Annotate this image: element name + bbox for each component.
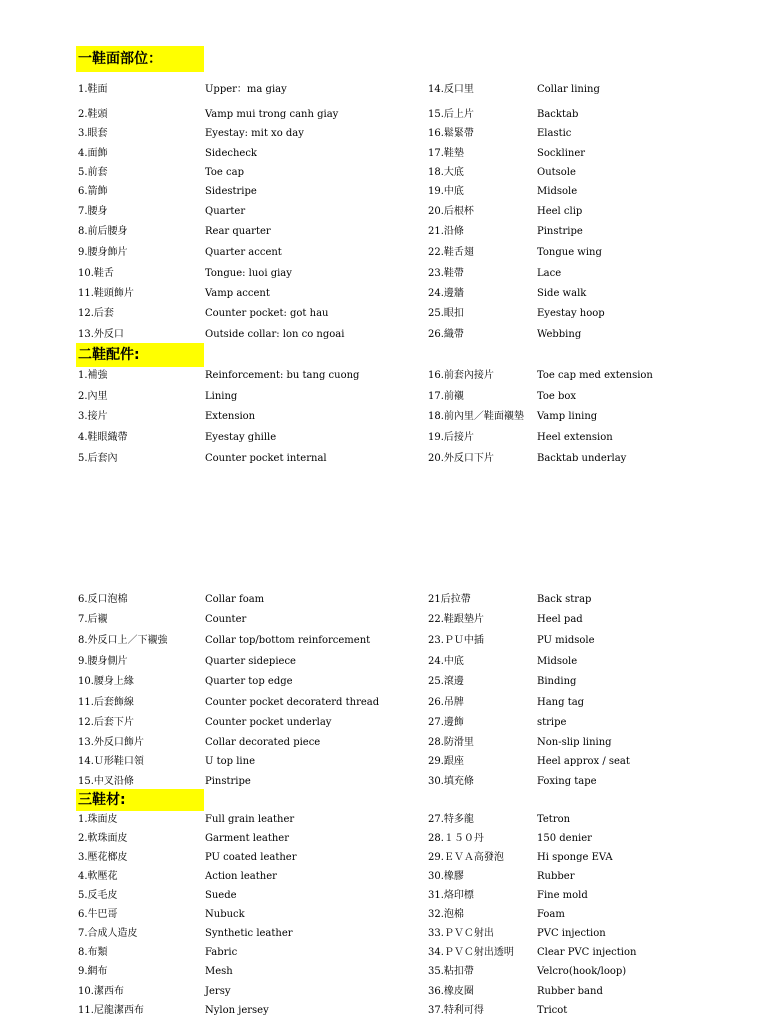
english-term: Collar decorated piece (205, 737, 321, 748)
table-row (0, 265, 768, 283)
table-row (0, 868, 768, 886)
table-row (0, 611, 768, 629)
chinese-term: 21后拉帶 (428, 594, 471, 605)
chinese-term: 21.沿條 (428, 226, 464, 237)
chinese-term: 1.補強 (78, 370, 108, 381)
chinese-term: 18.大底 (428, 167, 464, 178)
table-row (0, 830, 768, 848)
chinese-term: 11.尼龍潔西布 (78, 1005, 144, 1016)
english-term: Backtab underlay (537, 453, 627, 464)
table-row (0, 106, 768, 124)
english-term: Back strap (537, 594, 592, 605)
english-term: Counter pocket: got hau (205, 308, 329, 319)
chinese-term: 9.網布 (78, 966, 108, 977)
chinese-term: 26.吊牌 (428, 697, 464, 708)
chinese-term: 20.外反口下片 (428, 453, 494, 464)
table-row (0, 81, 768, 99)
table-row (0, 887, 768, 905)
english-term: Toe cap med extension (537, 370, 653, 381)
english-term: Eyestay: mit xo day (205, 128, 304, 139)
chinese-term: 1.珠面皮 (78, 814, 118, 825)
english-term: Counter pocket underlay (205, 717, 332, 728)
english-term: Heel extension (537, 432, 613, 443)
table-row (0, 388, 768, 406)
chinese-term: 9.腰身飾片 (78, 247, 128, 258)
english-term: Quarter top edge (205, 676, 293, 687)
chinese-term: 24.中底 (428, 656, 464, 667)
english-term: Counter pocket decoraterd thread (205, 697, 380, 708)
chinese-term: 23.ＰＵ中插 (428, 635, 484, 646)
chinese-term: 12.后套 (78, 308, 114, 319)
english-term: Pinstripe (205, 776, 251, 787)
english-term: Tongue: luoi giay (205, 268, 292, 279)
table-row (0, 408, 768, 426)
chinese-term: 8.布類 (78, 947, 108, 958)
table-row (0, 305, 768, 323)
chinese-term: 4.鞋眼織帶 (78, 432, 128, 443)
english-term: Upper：ma giay (205, 84, 287, 95)
chinese-term: 34.ＰＶＣ射出透明 (428, 947, 514, 958)
chinese-term: 8.前后腰身 (78, 226, 128, 237)
chinese-term: 12.后套下片 (78, 717, 134, 728)
english-term: Heel approx / seat (537, 756, 630, 767)
chinese-term: 16.前套內接片 (428, 370, 494, 381)
english-term: Synthetic leather (205, 928, 293, 939)
english-term: Vamp accent (205, 288, 270, 299)
english-term: PU coated leather (205, 852, 297, 863)
english-term: Toe cap (205, 167, 244, 178)
english-term: Fabric (205, 947, 238, 958)
chinese-term: 1.鞋面 (78, 84, 108, 95)
english-term: Collar top/bottom reinforcement (205, 635, 371, 646)
english-term: Sidecheck (205, 148, 257, 159)
table-row (0, 983, 768, 1001)
english-term: Suede (205, 890, 237, 901)
english-term: PU midsole (537, 635, 595, 646)
chinese-term: 18.前內里／鞋面襯墊 (428, 411, 524, 422)
english-term: Quarter accent (205, 247, 282, 258)
table-row (0, 694, 768, 712)
english-term: 150 denier (537, 833, 592, 844)
english-term: Lining (205, 391, 238, 402)
english-term: Heel clip (537, 206, 583, 217)
english-term: Binding (537, 676, 577, 687)
table-row (0, 591, 768, 609)
english-term: Sidestripe (205, 186, 257, 197)
table-row (0, 429, 768, 447)
english-term: Tricot (537, 1005, 568, 1016)
chinese-term: 23.鞋帶 (428, 268, 464, 279)
chinese-term: 5.前套 (78, 167, 108, 178)
english-term: Rubber band (537, 986, 603, 997)
english-term: Jersy (205, 986, 231, 997)
chinese-term: 6.箭飾 (78, 186, 108, 197)
english-term: Nubuck (205, 909, 245, 920)
english-term: Velcro(hook/loop) (537, 966, 627, 977)
table-row (0, 450, 768, 468)
english-term: Side walk (537, 288, 587, 299)
chinese-term: 6.牛巴哥 (78, 909, 118, 920)
chinese-term: 3.壓花榔皮 (78, 852, 128, 863)
english-term: Action leather (205, 871, 277, 882)
chinese-term: 6.反口泡棉 (78, 594, 128, 605)
chinese-term: 7.后襯 (78, 614, 108, 625)
table-row (0, 653, 768, 671)
chinese-term: 9.腰身側片 (78, 656, 128, 667)
chinese-term: 36.橡皮圈 (428, 986, 474, 997)
english-term: Eyestay ghille (205, 432, 277, 443)
chinese-term: 37.特利可得 (428, 1005, 484, 1016)
chinese-term: 27.特多龍 (428, 814, 474, 825)
english-term: Non-slip lining (537, 737, 612, 748)
english-term: Foam (537, 909, 565, 920)
chinese-term: 4.軟壓花 (78, 871, 118, 882)
chinese-term: 17.鞋墊 (428, 148, 464, 159)
table-row (0, 963, 768, 981)
chinese-term: 27.邊飾 (428, 717, 464, 728)
table-row (0, 734, 768, 752)
chinese-term: 32.泡棉 (428, 909, 464, 920)
english-term: Elastic (537, 128, 572, 139)
english-term: Outside collar: lon co ngoai (205, 329, 345, 340)
table-row (0, 944, 768, 962)
chinese-term: 15.中叉沿條 (78, 776, 134, 787)
english-term: Extension (205, 411, 256, 422)
chinese-term: 11.后套飾線 (78, 697, 134, 708)
chinese-term: 5.后套內 (78, 453, 118, 464)
table-row (0, 203, 768, 221)
table-row (0, 773, 768, 791)
english-term: Toe box (537, 391, 577, 402)
table-row (0, 632, 768, 650)
chinese-term: 2.鞋頭 (78, 109, 108, 120)
english-term: Outsole (537, 167, 576, 178)
chinese-term: 13.外反口飾片 (78, 737, 144, 748)
chinese-term: 35.粘扣帶 (428, 966, 474, 977)
english-term: Hang tag (537, 697, 585, 708)
table-row (0, 326, 768, 344)
chinese-term: 29.ＥＶＡ高發泡 (428, 852, 504, 863)
chinese-term: 5.反毛皮 (78, 890, 118, 901)
table-row (0, 673, 768, 691)
table-row (0, 285, 768, 303)
table-row (0, 906, 768, 924)
chinese-term: 7.合成人造皮 (78, 928, 138, 939)
english-term: Mesh (205, 966, 233, 977)
english-term: Foxing tape (537, 776, 597, 787)
english-term: Vamp lining (537, 411, 598, 422)
chinese-term: 31.烙印標 (428, 890, 474, 901)
english-term: Fine mold (537, 890, 588, 901)
table-row (0, 244, 768, 262)
chinese-term: 3.接片 (78, 411, 108, 422)
section-header-materials: 三鞋材: (76, 789, 204, 811)
chinese-term: 29.跟座 (428, 756, 464, 767)
english-term: Vamp mui trong canh giay (205, 109, 339, 120)
table-row (0, 223, 768, 241)
chinese-term: 24.邊牆 (428, 288, 464, 299)
chinese-term: 19.中底 (428, 186, 464, 197)
chinese-term: 26.織帶 (428, 329, 464, 340)
english-term: Quarter sidepiece (205, 656, 296, 667)
english-term: Collar lining (537, 84, 600, 95)
chinese-term: 11.鞋頭飾片 (78, 288, 134, 299)
chinese-term: 14.反口里 (428, 84, 474, 95)
english-term: U top line (205, 756, 255, 767)
english-term: Collar foam (205, 594, 265, 605)
chinese-term: 22.鞋舌翅 (428, 247, 474, 258)
table-row (0, 125, 768, 143)
english-term: Counter pocket internal (205, 453, 327, 464)
english-term: Nylon jersey (205, 1005, 269, 1016)
chinese-term: 10.潔西布 (78, 986, 124, 997)
table-row (0, 367, 768, 385)
table-row (0, 1002, 768, 1020)
chinese-term: 13.外反口 (78, 329, 124, 340)
chinese-term: 4.面飾 (78, 148, 108, 159)
table-row (0, 753, 768, 771)
table-row (0, 164, 768, 182)
chinese-term: 10.鞋舌 (78, 268, 114, 279)
english-term: Rubber (537, 871, 575, 882)
chinese-term: 17.前襯 (428, 391, 464, 402)
chinese-term: 28.１５０丹 (428, 833, 484, 844)
english-term: stripe (537, 717, 567, 728)
section-header-upper-parts: 一鞋面部位： (76, 46, 204, 72)
chinese-term: 2.軟珠面皮 (78, 833, 128, 844)
chinese-term: 10.腰身上緣 (78, 676, 134, 687)
table-row (0, 183, 768, 201)
section-header-accessories: 二鞋配件: (76, 343, 204, 367)
english-term: Backtab (537, 109, 579, 120)
english-term: Lace (537, 268, 562, 279)
chinese-term: 25.滾邊 (428, 676, 464, 687)
table-row (0, 925, 768, 943)
english-term: Eyestay hoop (537, 308, 605, 319)
english-term: Full grain leather (205, 814, 295, 825)
table-row (0, 849, 768, 867)
chinese-term: 2.內里 (78, 391, 108, 402)
english-term: Quarter (205, 206, 246, 217)
english-term: Midsole (537, 656, 578, 667)
chinese-term: 28.防滑里 (428, 737, 474, 748)
chinese-term: 20.后根杯 (428, 206, 474, 217)
english-term: Counter (205, 614, 247, 625)
table-row (0, 145, 768, 163)
chinese-term: 14.Ｕ形鞋口領 (78, 756, 144, 767)
chinese-term: 30.填充條 (428, 776, 474, 787)
chinese-term: 22.鞋跟墊片 (428, 614, 484, 625)
chinese-term: 25.眼扣 (428, 308, 464, 319)
english-term: Reinforcement: bu tang cuong (205, 370, 360, 381)
english-term: Rear quarter (205, 226, 271, 237)
english-term: Garment leather (205, 833, 290, 844)
english-term: PVC injection (537, 928, 606, 939)
chinese-term: 19.后接片 (428, 432, 474, 443)
english-term: Midsole (537, 186, 578, 197)
table-row (0, 714, 768, 732)
english-term: Heel pad (537, 614, 583, 625)
chinese-term: 7.腰身 (78, 206, 108, 217)
english-term: Tongue wing (537, 247, 602, 258)
chinese-term: 16.鬆緊帶 (428, 128, 474, 139)
chinese-term: 33.ＰＶＣ射出 (428, 928, 494, 939)
table-row (0, 811, 768, 829)
english-term: Webbing (537, 329, 582, 340)
chinese-term: 30.橡膠 (428, 871, 464, 882)
chinese-term: 15.后上片 (428, 109, 474, 120)
chinese-term: 3.眼套 (78, 128, 108, 139)
english-term: Pinstripe (537, 226, 583, 237)
english-term: Hi sponge EVA (537, 852, 613, 863)
english-term: Clear PVC injection (537, 947, 637, 958)
english-term: Tetron (537, 814, 571, 825)
chinese-term: 8.外反口上／下襯強 (78, 635, 168, 646)
english-term: Sockliner (537, 148, 586, 159)
